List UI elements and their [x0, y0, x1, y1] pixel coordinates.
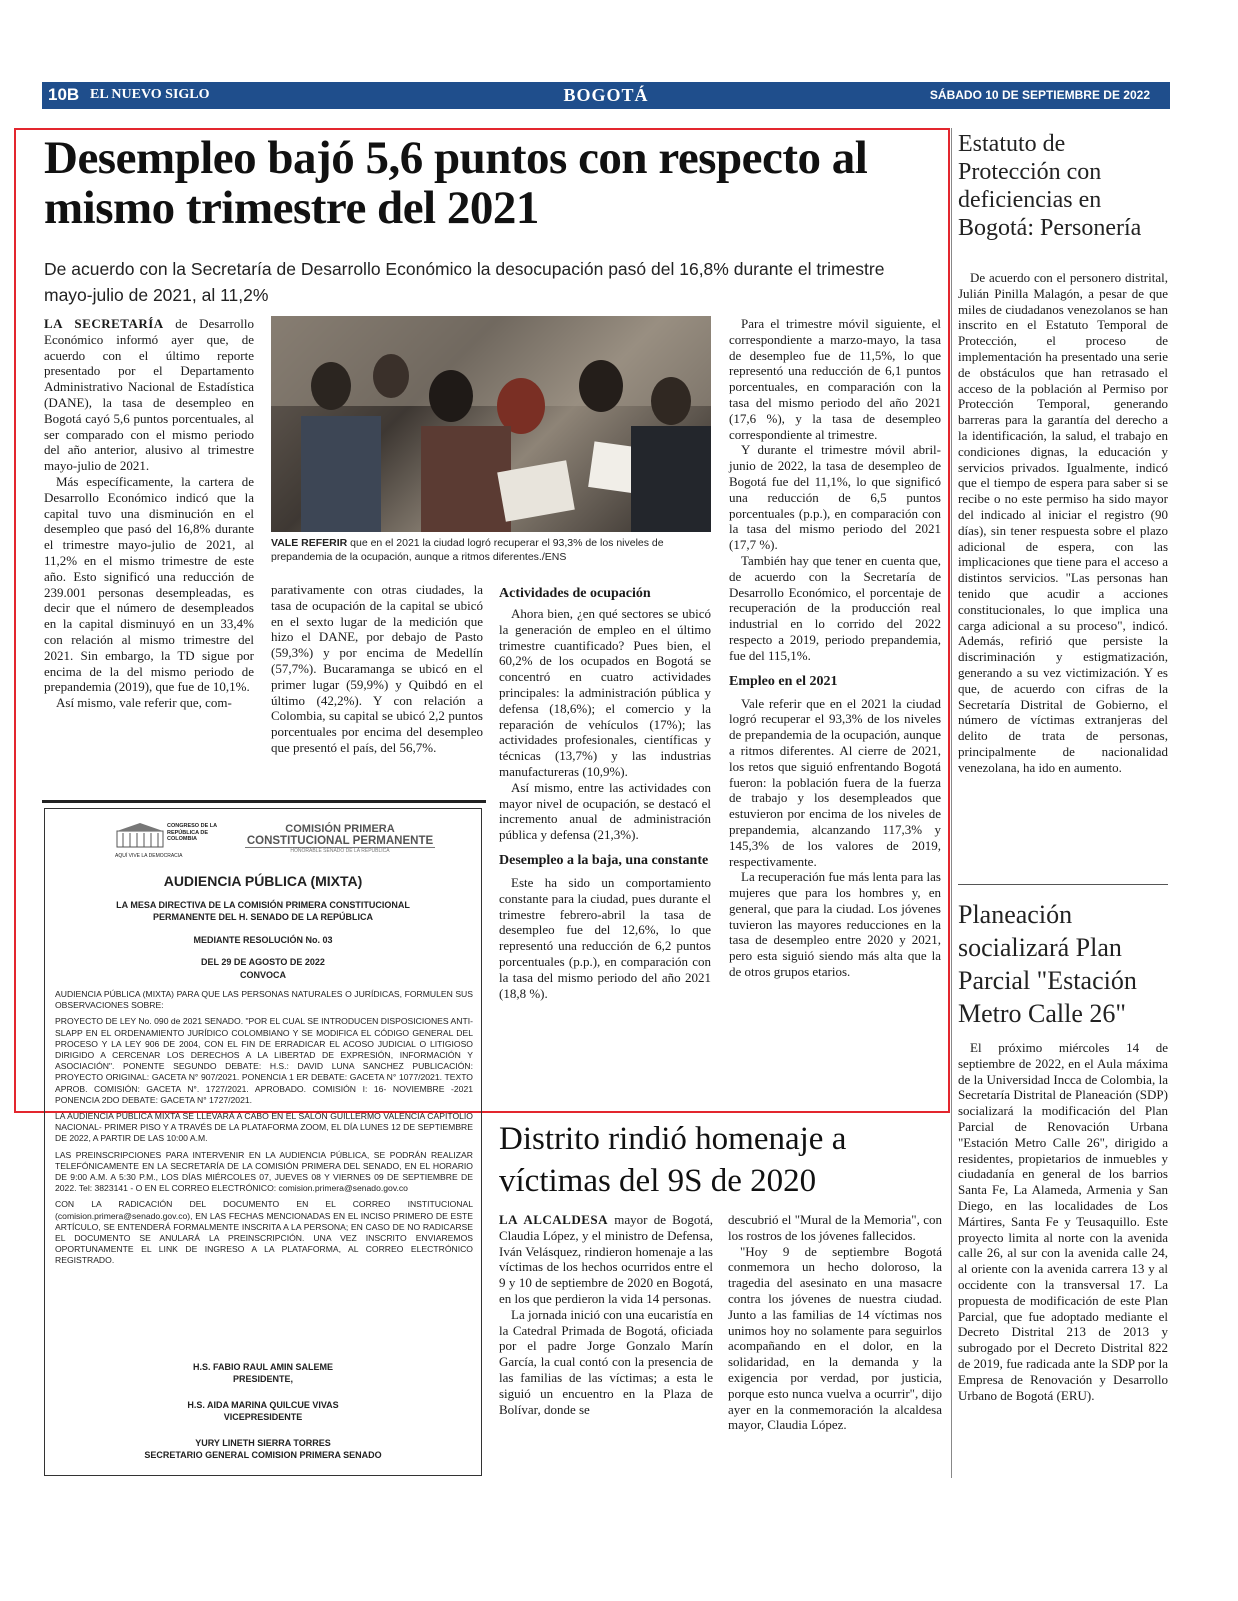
page-number: 10B — [48, 85, 80, 104]
paragraph: LA SECRETARÍA de Desarrollo Económico informó ayer que, de acuerdo con el último reporte presentado por el Departamento Administrativo Nacional de Estadística (DANE), la tasa de desempleo en Bogotá cayó 5,6 puntos porcentuales, al ser comparado con el mismo periodo del año anterior, alusivo al trimestre mayo-julio de 2021. — [44, 316, 254, 474]
signatures — [45, 1361, 481, 1461]
header-bar — [42, 82, 1170, 109]
ad-line: MEDIANTE RESOLUCIÓN No. 03 — [193, 935, 333, 945]
second-col-1 — [499, 1212, 713, 1417]
sidebar-1-title: Estatuto de Protección con deficiencias en Bogotá: Personería — [958, 131, 1142, 241]
ad-paragraph: LA AUDIENCIA PÚBLICA MIXTA SE LLEVARÁ A CABO EN EL SALÓN GUILLERMO VALENCIA CAPITOLIO NACIONAL- PRIMER PISO Y A TRAVÉS DE LA PLATAFORMA ZOOM, EL DÍA LUNES 12 DE SEPTIEMBRE DE 2022, A PARTIR DE LAS 10:00 A.M. — [55, 1111, 473, 1144]
main-headline: Desempleo bajó 5,6 puntos con respecto al mismo trimestre del 2021 — [44, 132, 868, 234]
commission-line-3: HONORABLE SENADO DE LA REPÚBLICA — [290, 848, 390, 854]
paragraph: El próximo miércoles 14 de septiembre de 2022, en el Aula máxima de la Universidad Incca de Colombia, la Secretaría Distrital de Planeación (SDP) socializará la modificación del Plan Parcial de Renovación Urbana "Estación Metro Calle 26", dirigido a residentes, propietarios de inmuebles y ciudadanía en general de los barrios Santa Fe, La Alameda, Armenia y San Diego, en las localidades de Los Mártires, Santa Fe y Teusaquillo. Este proyecto limita al norte con la avenida calle 26, al sur con la avenida calle 24, al oriente con la avenida carrera 13 y al occidente con la transversal 17. La propuesta de modificación de este Plan Parcial, que fue adoptado mediante el Decreto Distrital 213 de 2013 y subrogado por el Decreto Distrital 822 de 2019, fue radicada ante la SDP por la Empresa de Renovación y Desarrollo Urbano de Bogotá (ERU). — [958, 1040, 1168, 1403]
ad-line: CONVOCA — [239, 970, 286, 980]
commission-line-2: CONSTITUCIONAL PERMANENTE — [246, 835, 434, 847]
paragraph: La jornada inició con una eucaristía en la Catedral Primada de Bogotá, oficiada por el padre Jorge Gonzalo Marín García, la cual contó con la presencia de las familias de las víctimas; a esta le siguió un encuentro en la Plaza de Bolívar, donde se — [499, 1306, 713, 1417]
sidebar-2-title: Planeación socializará Plan Parcial "Estación Metro Calle 26" — [958, 900, 1137, 1028]
paragraph: parativamente con otras ciudades, la tasa de ocupación de la capital se ubicó en el sexto lugar de la medición que hizo el DANE, por debajo de Pasto (59,3%) y por encima de Medellín (57,7%). Bucaramanga se ubicó en el primer lugar (59,9%) y Quibdó en el último (42,2%). Y con relación a Colombia, su capital se ubicó 2,2 puntos porcentuales por encima del desempleo que presentó el país, del 56,7%. — [271, 582, 483, 755]
public-notice-ad — [44, 808, 482, 1476]
signature-name: H.S. AIDA MARINA QUILCUE VIVAS — [187, 1400, 339, 1410]
paragraph: Ahora bien, ¿en qué sectores se ubicó la generación de empleo en el último trimestre cuantificado? Pues bien, el 60,2% de los ocupados en Bogotá se concentró en cuatro actividades principales: la administración pública y defensa (18,6%); el comercio y la reparación de vehículos (17%); las actividades profesionales, científicas y técnicas (13,7%) y las industrias manufactureras (10,9%). — [499, 606, 711, 779]
subheading: Empleo en el 2021 — [729, 673, 838, 689]
second-headline: Distrito rindió homenaje a víctimas del 9S de 2020 — [499, 1121, 847, 1199]
commission-line-1: COMISIÓN PRIMERA — [285, 823, 395, 835]
signature-name: YURY LINETH SIERRA TORRES — [195, 1438, 331, 1448]
ad-paragraph: CON LA RADICACIÓN DEL DOCUMENTO EN EL CORREO INSTITUCIONAL (comision.primera@senado.gov.co), EN LAS FECHAS MENCIONADAS EN EL INCISO PRIMERO DE ESTE ARTÍCULO, SE ENTENDERÁ FORMALMENTE INSCRITA A LA PERSONA; EN CASO DE NO RADICARSE EL DOCUMENTO SE ANULARÁ LA PREINSCRIPCIÓN. UNA VEZ INSCRITO ENVIAREMOS OPORTUNAMENTE EL LINK DE INGRESO A LA PLATAFORMA, AL CORREO ELECTRÓNICO REGISTRADO. — [55, 1199, 473, 1266]
paragraph: Y durante el trimestre móvil abril-junio de 2022, la tasa de desempleo de Bogotá fue del 11,1%, lo que significó una reducción de 6,5 puntos porcentuales (p.p.), en comparación con la tasa del mismo periodo del 2021 (17,7 %). — [729, 442, 941, 553]
signature-role: VICEPRESIDENTE — [223, 1412, 303, 1422]
news-photo — [271, 316, 711, 532]
photo-caption: VALE REFERIR que en el 2021 la ciudad logró recuperar el 93,3% de los niveles de prepandemia de la ocupación, aunque a ritmos diferentes./ENS — [271, 537, 664, 563]
ad-paragraph: PROYECTO DE LEY No. 090 de 2021 SENADO. "POR EL CUAL SE INTRODUCEN DISPOSICIONES ANTI-SLAPP EN EL ORDENAMIENTO JURÍDICO COLOMBIANO Y SE MODIFICA EL CÓDIGO GENERAL DEL PROCESO Y LA LEY 906 DE 2004, CON EL FIN DE ERRADICAR EL ACOSO JUDICIAL O LITIGIOSO DIRIGIDO A CERCENAR LOS DERECHOS A LA LIBERTAD DE EXPRESIÓN, INFORMACIÓN Y ASOCIACIÓN". PONENTE SEGUNDO DEBATE: H.S.: DAVID LUNA SANCHEZ PUBLICACIÓN: PROYECTO ORIGINAL: GACETA N° 907/2021. PONENCIA 1 ER DEBATE: GACETA N° 1077/2021. TEXTO APROB. COMISIÓN: GACETA N°. 1727/2021. APROBADO. COMISIÓN I: 16- NOVIEMBRE -2021 PONENCIA 2DO DEBATE: GACETA N° 1727/2021. — [55, 1016, 473, 1105]
paragraph: Para el trimestre móvil siguiente, el correspondiente a marzo-mayo, la tasa de desempleo fue de 11,5%, lo que representó una reducción de 6,1 puntos porcentuales, en comparación con la tasa del mismo periodo del año 2021 (17,6 %), y la tasa de desempleo correspondiente al trimestre. — [729, 316, 941, 442]
sidebar-divider — [951, 128, 952, 1478]
congress-logo — [115, 821, 229, 861]
signature-role: PRESIDENTE, — [232, 1374, 293, 1384]
ad-paragraph: AUDIENCIA PÚBLICA (MIXTA) PARA QUE LAS PERSONAS NATURALES O JURÍDICAS, FORMULEN SUS OBSERVACIONES SOBRE: — [55, 989, 473, 1011]
main-subhead: De acuerdo con la Secretaría de Desarrollo Económico la desocupación pasó del 16,8% durante el trimestre mayo-julio de 2021, al 11,2% — [44, 259, 885, 305]
sidebar-2-body — [958, 1040, 1168, 1403]
paragraph: Este ha sido un comportamiento constante para la ciudad, pues durante el trimestre febrero-abril la tasa de desempleo fue del 12,6%, lo que representó una reducción de 6,2 puntos porcentuales (p.p.), en comparación con la tasa del mismo periodo del año 2021 (18,8 %). — [499, 874, 711, 1001]
paragraph: De acuerdo con el personero distrital, Julián Pinilla Malagón, a pesar de que miles de ciudadanos venezolanos se han inscrito en el Estatuto Temporal de Protección, el proceso de implementación ha presentado una serie de obstáculos que han retrasado el acceso de la población al Permiso por Protección Temporal, generando barreras para la garantía del derecho a la identificación, la salud, el trabajo en condiciones dignas, la educación y servicios privados. Igualmente, indicó que el tiempo de espera para saber si se recibe o no este permiso ha sido mayor del indicado al iniciar el registro (90 días), sin tener respuesta sobre el plazo adicional de espera, con las implicaciones que tiene para el acceso a distintos servicios. "Las personas han tenido que acudir a acciones constitucionales, lo que implica una carga adicional a su proceso", indicó. Además, refirió que persiste la discriminación y estigmatización, generando a su vez victimización. Y es que, de acuerdo con cifras de la Secretaría Distrital de Gobierno, el número de víctimas extranjeras del delito de trata de personas, principalmente de nacionalidad venezolana, ha ido en aumento. — [958, 270, 1168, 775]
signature-role: SECRETARIO GENERAL COMISION PRIMERA SENADO — [144, 1450, 382, 1460]
paragraph: Vale referir que en el 2021 la ciudad logró recuperar el 93,3% de los niveles de prepandemia de la ocupación, aunque a ritmos diferentes. Al cierre de 2021, los retos que siguió enfrentando Bogotá fueron: la población fuera de la fuerza de trabajo y los desempleados que estuvieron por encima de los niveles de prepandemia, alcanzando 117,3% y 145,3% de los valores de 2019, respectivamente. — [729, 695, 941, 869]
divider — [42, 800, 486, 803]
commission-logo — [245, 823, 435, 854]
subheading: Actividades de ocupación — [499, 586, 651, 601]
ad-body — [55, 989, 473, 1272]
section-name: BOGOTÁ — [563, 85, 649, 105]
main-col-1 — [44, 316, 254, 711]
capitol-icon — [115, 821, 165, 849]
subheading: Desempleo a la baja, una constante — [499, 852, 709, 868]
paragraph: LA ALCALDESA mayor de Bogotá, Claudia López, y el ministro de Defensa, Iván Velásquez, rindieron homenaje a las víctimas de los hechos ocurridos entre el 9 y 10 de septiembre de 2020 en Bogotá, en los que perdieron la vida 14 personas. — [499, 1212, 713, 1306]
ad-paragraph: LAS PREINSCRIPCIONES PARA INTERVENIR EN LA AUDIENCIA PÚBLICA, SE PODRÁN REALIZAR TELEFÓNICAMENTE EN LA SECRETARÍA DE LA COMISIÓN PRIMERA DEL SENADO, EN EL HORARIO DE 9:00 A.M. A 5:30 P.M., LOS DÍAS MIÉRCOLES 07, JUEVES 08 Y VIERNES 09 DE SEPTIEMBRE DE 2022. Tel: 3823141 - O EN EL CORREO ELECTRÓNICO: comision.primera@senado.gov.co — [55, 1149, 473, 1194]
congress-tagline: AQUÍ VIVE LA DEMOCRACIA — [115, 853, 183, 859]
paragraph: La recuperación fue más lenta para las mujeres que para los hombres y, en general, que para la ciudad. Los jóvenes tuvieron las mayores reducciones en la tasa de desempleo entre 2020 y 2021, pero esta siguió siendo más alta que la de otros grupos etarios. — [729, 869, 941, 980]
newspaper-brand: EL NUEVO SIGLO — [90, 87, 210, 102]
crowd-image — [271, 316, 711, 532]
paragraph: También hay que tener en cuenta que, de acuerdo con la Secretaría de Desarrollo Económico, el porcentaje de recuperación de la producción real industrial en lo corrido del 2022 respecto a 2019, periodo prepandemia, fue del 115,1%. — [729, 552, 941, 663]
ad-title: AUDIENCIA PÚBLICA (MIXTA) — [163, 873, 363, 889]
main-col-3 — [499, 580, 711, 1001]
main-col-2 — [271, 582, 483, 756]
signature-name: H.S. FABIO RAUL AMIN SALEME — [192, 1362, 333, 1372]
main-col-4 — [729, 316, 941, 980]
ad-line: DEL 29 DE AGOSTO DE 2022 — [201, 957, 325, 967]
second-col-2 — [728, 1212, 942, 1433]
paragraph: "Hoy 9 de septiembre Bogotá conmemora un hecho doloroso, la tragedia del asesinato en una masacre contra los jóvenes de nuestra ciudad. Junto a las familias de 14 víctimas nos unimos hoy no solamente para seguirlos acompañando en el dolor, en la solidaridad, en la demanda y la exigencia por verdad, por justicia, porque esto nunca vuelva a ocurrir", dijo ayer en la conmemoración la alcaldesa mayor, Claudia López. — [728, 1243, 942, 1433]
paragraph: Así mismo, entre las actividades con mayor nivel de ocupación, se destacó el incremento anual de administración pública y defensa (21,3%). — [499, 779, 711, 843]
sidebar-1-body — [958, 270, 1168, 776]
paragraph: Así mismo, vale referir que, com- — [56, 695, 232, 711]
paragraph: Más específicamente, la cartera de Desarrollo Económico indicó que la capital tuvo una disminución en el desempleo que pasó del 16,8% durante el trimestre mayo-julio de 2021, al 11,2% en el mismo trimestre de este año. Esto significó una reducción de 239.001 personas desempleadas, es decir que el número de desempleados en la capital disminuyó en un 33,4% con relación al mismo trimestre del 2021. Sin embargo, la TD sigue por encima de la del mismo periodo de prepandemia (2019), que fue de 10,1%. — [44, 473, 254, 695]
ad-line: LA MESA DIRECTIVA DE LA COMISIÓN PRIMERA CONSTITUCIONAL PERMANENTE DEL H. SENADO DE LA REPÚBLICA — [116, 900, 410, 922]
divider — [958, 884, 1168, 885]
congress-name: CONGRESO DE LA REPÚBLICA DE COLOMBIA — [167, 823, 217, 842]
paragraph: descubrió el "Mural de la Memoria", con los rostros de los jóvenes fallecidos. — [728, 1212, 942, 1243]
issue-date: SÁBADO 10 DE SEPTIEMBRE DE 2022 — [929, 88, 1150, 102]
